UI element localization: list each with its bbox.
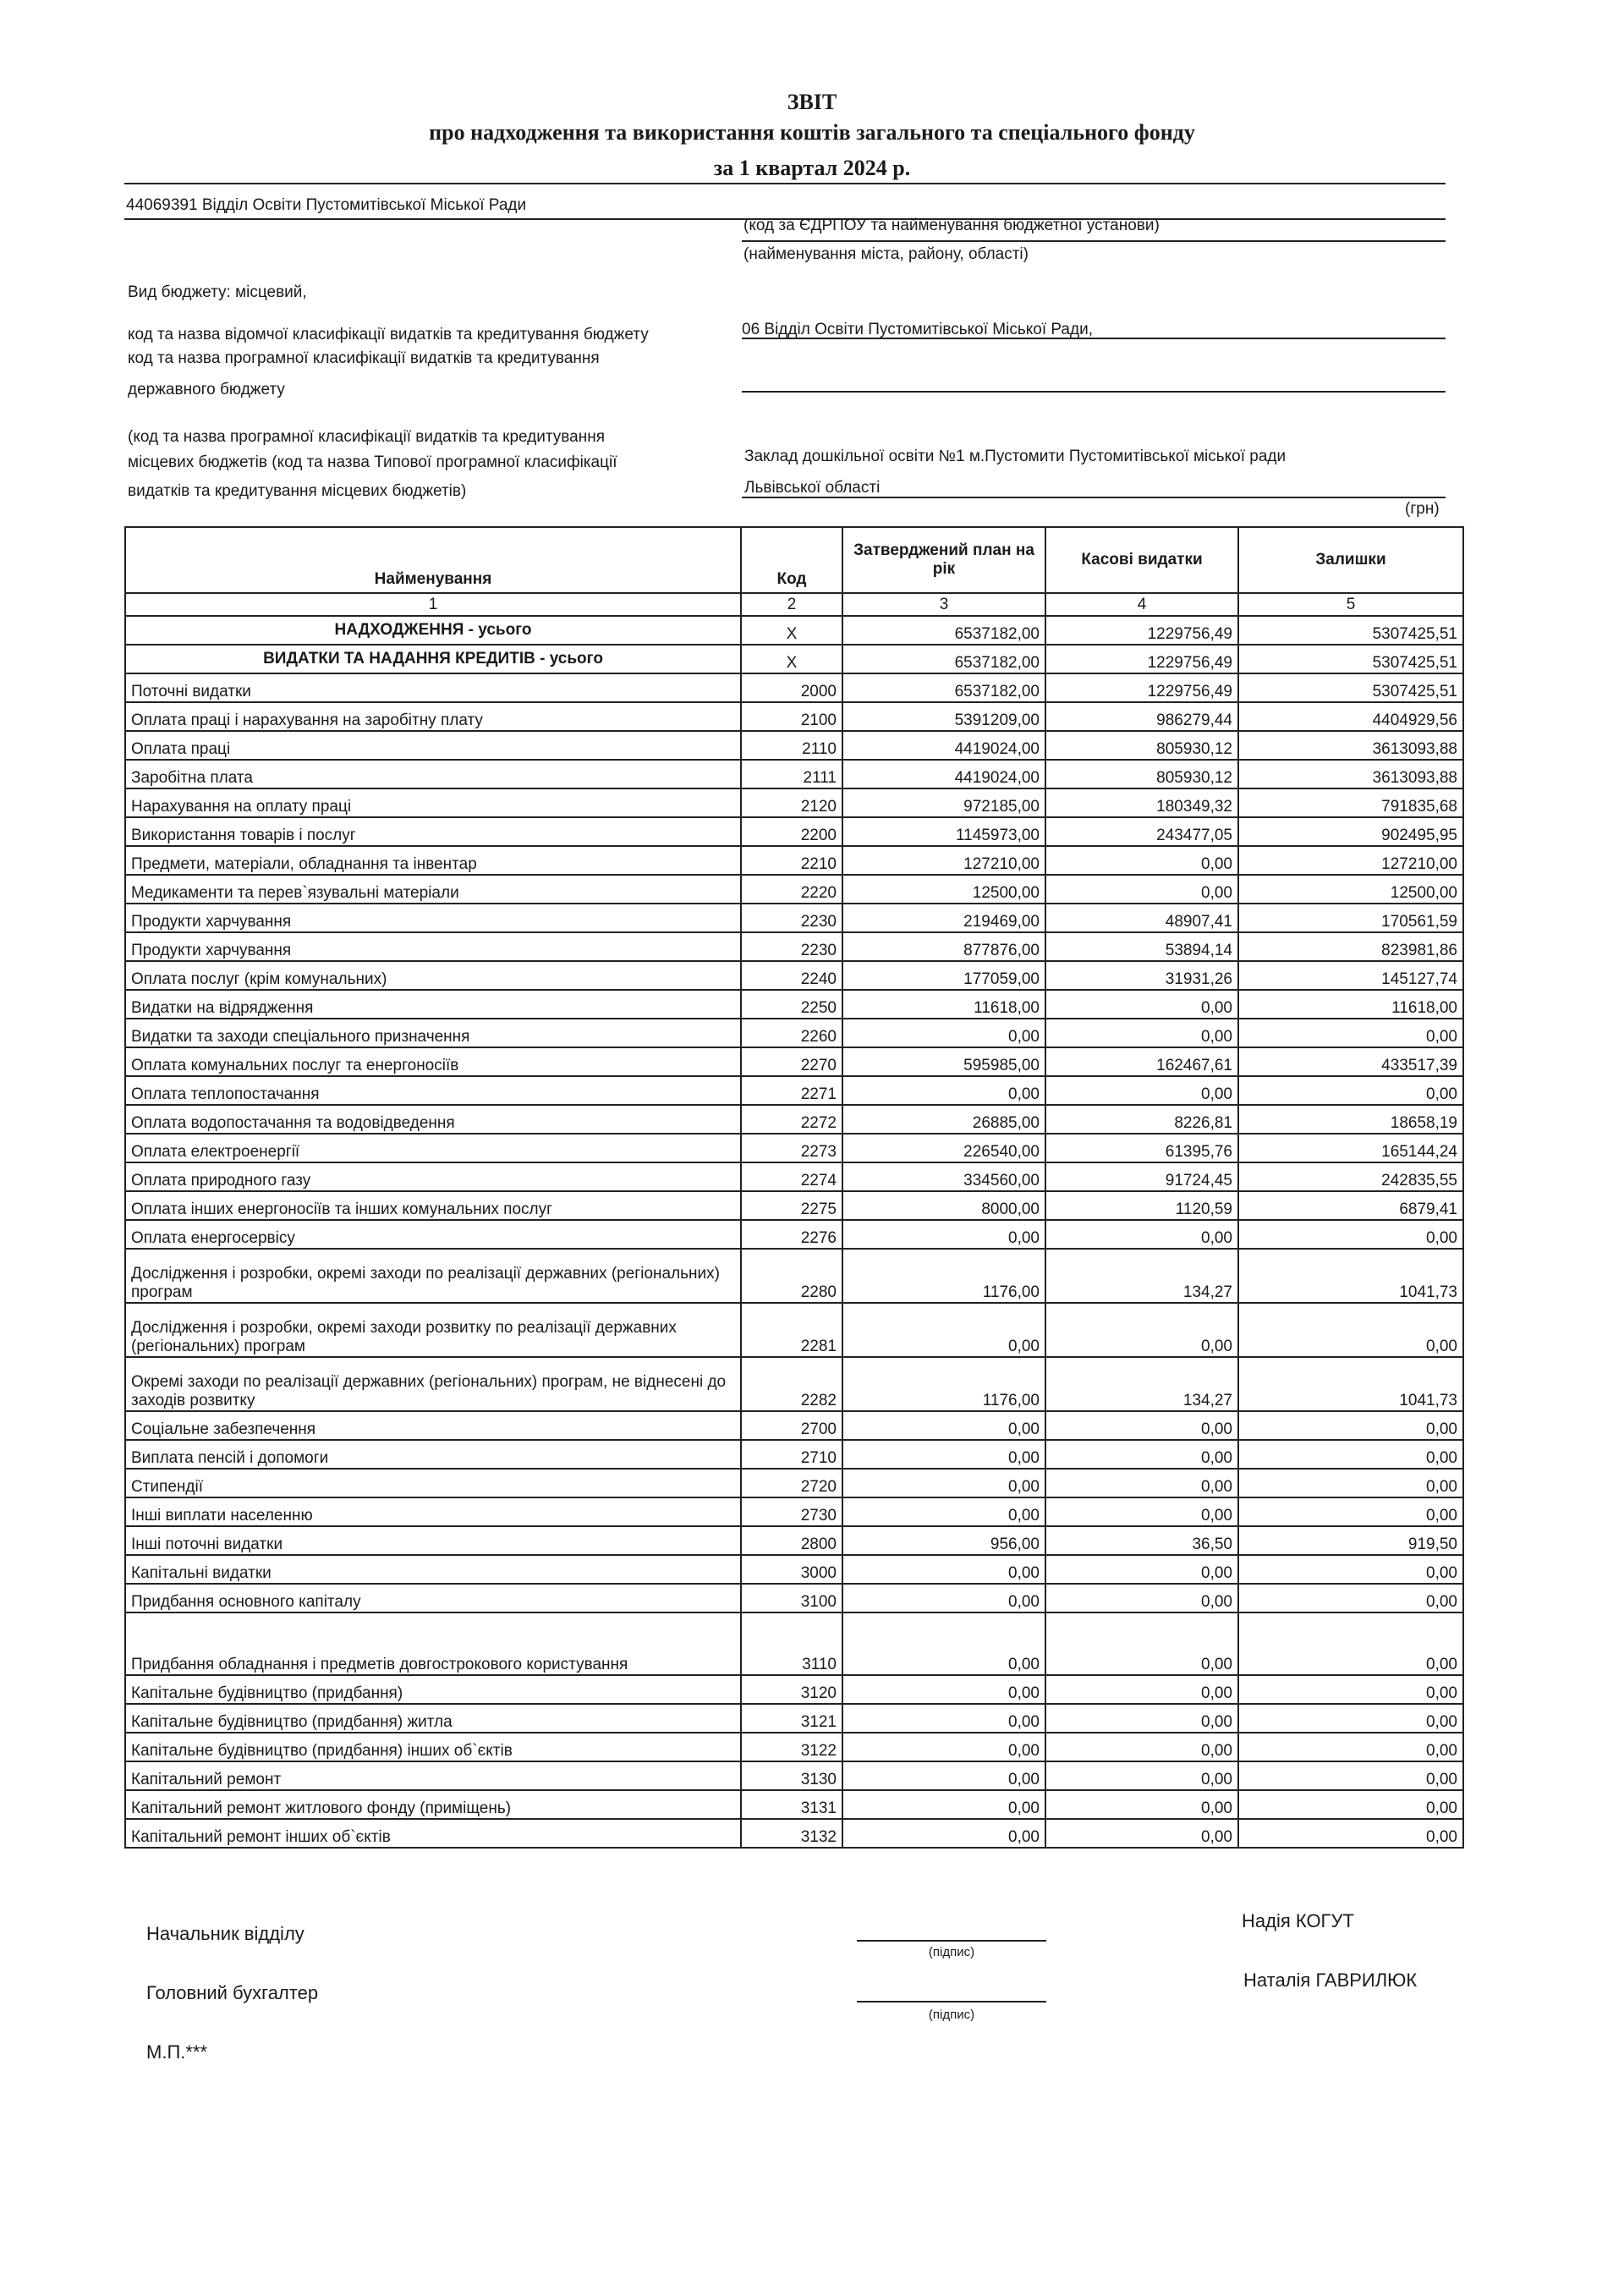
row-name: Оплата енергосервісу: [125, 1220, 741, 1249]
row-plan: 177059,00: [842, 961, 1045, 990]
table-row: [125, 1303, 1463, 1357]
row-name: Продукти харчування: [125, 904, 741, 932]
row-name: Соціальне забезпечення: [125, 1411, 741, 1440]
institution-name: 44069391 Відділ Освіти Пустомитівської Міської Ради: [126, 196, 527, 214]
row-balance: 823981,86: [1238, 932, 1463, 961]
row-plan: 219469,00: [842, 904, 1045, 932]
row-code: 2274: [741, 1162, 842, 1191]
head-name: Надія КОГУТ: [1242, 1910, 1354, 1931]
table-row: [125, 645, 1463, 673]
row-code: 3110: [741, 1612, 842, 1675]
row-balance: 433517,39: [1238, 1047, 1463, 1076]
row-code: 2110: [741, 731, 842, 760]
table-row: [125, 1076, 1463, 1105]
row-code: 2271: [741, 1076, 842, 1105]
local-classification-label-1: (код та назва програмної класифікації видатків та кредитування: [128, 428, 606, 446]
row-balance: 0,00: [1238, 1303, 1463, 1357]
table-row: [125, 1733, 1463, 1761]
row-plan: 0,00: [842, 1584, 1045, 1612]
row-plan: 1176,00: [842, 1357, 1045, 1411]
table-row: [125, 731, 1463, 760]
row-cash: 1229756,49: [1045, 645, 1238, 673]
prog-rule: [742, 391, 1446, 393]
row-balance: 0,00: [1238, 1440, 1463, 1469]
local-classification-label-3: видатків та кредитування місцевих бюджетів): [128, 482, 467, 500]
row-code: 3120: [741, 1675, 842, 1704]
prog-classification-label-2: державного бюджету: [128, 381, 285, 398]
row-cash: 0,00: [1045, 1440, 1238, 1469]
row-name: Продукти харчування: [125, 932, 741, 961]
row-plan: 0,00: [842, 1761, 1045, 1790]
row-plan: 1145973,00: [842, 817, 1045, 846]
row-code: 2100: [741, 702, 842, 731]
prog-classification-label-1: код та назва програмної класифікації видатків та кредитування: [128, 349, 600, 367]
table-row: [125, 1584, 1463, 1612]
table-row: [125, 932, 1463, 961]
row-cash: 0,00: [1045, 1076, 1238, 1105]
row-cash: 0,00: [1045, 1612, 1238, 1675]
row-code: 2210: [741, 846, 842, 875]
row-code: 2710: [741, 1440, 842, 1469]
row-balance: 0,00: [1238, 1019, 1463, 1047]
edrpou-caption: (код за ЄДРПОУ та найменування бюджетної установи): [743, 217, 1160, 234]
row-plan: 5391209,00: [842, 702, 1045, 731]
row-code: 2730: [741, 1497, 842, 1526]
table-body: [125, 616, 1463, 1848]
row-cash: 0,00: [1045, 1790, 1238, 1819]
row-balance: 5307425,51: [1238, 616, 1463, 645]
row-balance: 11618,00: [1238, 990, 1463, 1019]
row-plan: 0,00: [842, 1675, 1045, 1704]
row-name: Капітальні видатки: [125, 1555, 741, 1584]
head-signature-line: [857, 1940, 1046, 1942]
row-cash: 1229756,49: [1045, 673, 1238, 702]
row-balance: 170561,59: [1238, 904, 1463, 932]
row-cash: 243477,05: [1045, 817, 1238, 846]
table-row: [125, 1761, 1463, 1790]
column-index-row: [125, 593, 1463, 616]
table-row: [125, 990, 1463, 1019]
row-name: Оплата комунальних послуг та енергоносіїв: [125, 1047, 741, 1076]
row-name: Нарахування на оплату праці: [125, 788, 741, 817]
local-classification-value-1: Заклад дошкільної освіти №1 м.Пустомити Пустомитівської міської ради: [744, 448, 1287, 465]
row-cash: 36,50: [1045, 1526, 1238, 1555]
row-cash: 0,00: [1045, 1220, 1238, 1249]
table-row: [125, 616, 1463, 645]
row-cash: 0,00: [1045, 1497, 1238, 1526]
table-row: [125, 1469, 1463, 1497]
row-balance: 12500,00: [1238, 875, 1463, 904]
report-period: за 1 квартал 2024 р.: [713, 156, 911, 180]
row-cash: 805930,12: [1045, 731, 1238, 760]
row-code: 2260: [741, 1019, 842, 1047]
row-balance: 6879,41: [1238, 1191, 1463, 1220]
row-plan: 0,00: [842, 1555, 1045, 1584]
row-cash: 0,00: [1045, 1411, 1238, 1440]
row-code: 2800: [741, 1526, 842, 1555]
row-cash: 0,00: [1045, 875, 1238, 904]
row-plan: 877876,00: [842, 932, 1045, 961]
row-code: 2282: [741, 1357, 842, 1411]
row-balance: 18658,19: [1238, 1105, 1463, 1134]
row-code: 2273: [741, 1134, 842, 1162]
row-name: Інші виплати населенню: [125, 1497, 741, 1526]
row-balance: 242835,55: [1238, 1162, 1463, 1191]
row-name: Оплата праці і нарахування на заробітну плату: [125, 702, 741, 731]
local-classification-value-2: Львівської області: [744, 479, 881, 497]
head-signature-caption: (підпис): [928, 1945, 975, 1959]
row-cash: 61395,76: [1045, 1134, 1238, 1162]
row-name: Виплата пенсій і допомоги: [125, 1440, 741, 1469]
row-cash: 805930,12: [1045, 760, 1238, 788]
row-cash: 8226,81: [1045, 1105, 1238, 1134]
row-balance: 5307425,51: [1238, 645, 1463, 673]
row-cash: 53894,14: [1045, 932, 1238, 961]
row-plan: 6537182,00: [842, 673, 1045, 702]
row-name: Видатки та заходи спеціального призначення: [125, 1019, 741, 1047]
table-row: [125, 1162, 1463, 1191]
row-balance: 0,00: [1238, 1612, 1463, 1675]
dept-classification-value: 06 Відділ Освіти Пустомитівської Міської Ради,: [742, 321, 1093, 338]
table-row: [125, 1019, 1463, 1047]
row-name: Оплата послуг (крім комунальних): [125, 961, 741, 990]
row-cash: 91724,45: [1045, 1162, 1238, 1191]
table-row: [125, 760, 1463, 788]
row-code: 2250: [741, 990, 842, 1019]
row-code: 3132: [741, 1819, 842, 1848]
row-plan: 0,00: [842, 1303, 1045, 1357]
row-code: Х: [741, 616, 842, 645]
row-code: 2220: [741, 875, 842, 904]
row-cash: 134,27: [1045, 1249, 1238, 1303]
column-index: 5: [1238, 593, 1463, 616]
row-balance: 3613093,88: [1238, 760, 1463, 788]
row-balance: 127210,00: [1238, 846, 1463, 875]
row-name: Оплата теплопостачання: [125, 1076, 741, 1105]
row-plan: 0,00: [842, 1790, 1045, 1819]
row-code: 3122: [741, 1733, 842, 1761]
row-name: Оплата інших енергоносіїв та інших комунальних послуг: [125, 1191, 741, 1220]
row-balance: 0,00: [1238, 1469, 1463, 1497]
row-cash: 180349,32: [1045, 788, 1238, 817]
row-plan: 0,00: [842, 1019, 1045, 1047]
budget-type: Вид бюджету: місцевий,: [128, 283, 307, 301]
row-plan: 334560,00: [842, 1162, 1045, 1191]
table-row: [125, 846, 1463, 875]
row-name: Придбання обладнання і предметів довгострокового користування: [125, 1612, 741, 1675]
row-plan: 1176,00: [842, 1249, 1045, 1303]
row-code: 2700: [741, 1411, 842, 1440]
header-name: Найменування: [125, 527, 741, 593]
row-code: 3100: [741, 1584, 842, 1612]
row-name: Стипендії: [125, 1469, 741, 1497]
table-row: [125, 1555, 1463, 1584]
table-row: [125, 875, 1463, 904]
row-balance: 3613093,88: [1238, 731, 1463, 760]
row-cash: 0,00: [1045, 1555, 1238, 1584]
row-plan: 11618,00: [842, 990, 1045, 1019]
row-balance: 1041,73: [1238, 1249, 1463, 1303]
table-row: [125, 1191, 1463, 1220]
row-cash: 0,00: [1045, 1819, 1238, 1848]
row-cash: 0,00: [1045, 1584, 1238, 1612]
row-balance: 5307425,51: [1238, 673, 1463, 702]
table-row: [125, 1440, 1463, 1469]
table-row: [125, 1819, 1463, 1848]
table-row: [125, 1134, 1463, 1162]
row-plan: 0,00: [842, 1469, 1045, 1497]
row-code: 2272: [741, 1105, 842, 1134]
row-plan: 26885,00: [842, 1105, 1045, 1134]
row-name: Капітальне будівництво (придбання) житла: [125, 1704, 741, 1733]
row-plan: 972185,00: [842, 788, 1045, 817]
row-plan: 0,00: [842, 1440, 1045, 1469]
row-name: ВИДАТКИ ТА НАДАННЯ КРЕДИТІВ - усього: [125, 645, 741, 673]
column-index: 4: [1045, 593, 1238, 616]
row-name: Оплата водопостачання та водовідведення: [125, 1105, 741, 1134]
accountant-signature-caption: (підпис): [928, 2008, 975, 2022]
row-cash: 0,00: [1045, 1675, 1238, 1704]
row-plan: 0,00: [842, 1819, 1045, 1848]
report-subtitle: про надходження та використання коштів загального та спеціального фонду: [429, 120, 1195, 145]
row-balance: 0,00: [1238, 1411, 1463, 1440]
row-balance: 0,00: [1238, 1584, 1463, 1612]
row-balance: 1041,73: [1238, 1357, 1463, 1411]
row-cash: 134,27: [1045, 1357, 1238, 1411]
header-balance: Залишки: [1238, 527, 1463, 593]
row-name: Окремі заходи по реалізації державних (регіональних) програм, не віднесені до заходів розвитку: [125, 1357, 741, 1411]
row-cash: 48907,41: [1045, 904, 1238, 932]
local-rule: [742, 497, 1446, 498]
row-name: Капітальний ремонт житлового фонду (приміщень): [125, 1790, 741, 1819]
title-rule: [124, 183, 1446, 184]
row-cash: 1229756,49: [1045, 616, 1238, 645]
row-balance: 902495,95: [1238, 817, 1463, 846]
row-code: 2230: [741, 904, 842, 932]
report-title: ЗВІТ: [787, 90, 837, 114]
table-row: [125, 1612, 1463, 1675]
row-code: 2276: [741, 1220, 842, 1249]
header-plan: Затверджений план на рік: [842, 527, 1045, 593]
row-code: 3131: [741, 1790, 842, 1819]
row-balance: 0,00: [1238, 1220, 1463, 1249]
row-code: 2280: [741, 1249, 842, 1303]
row-name: Дослідження і розробки, окремі заходи по реалізації державних (регіональних) програм: [125, 1249, 741, 1303]
table-row: [125, 1220, 1463, 1249]
row-code: 2275: [741, 1191, 842, 1220]
table-row: [125, 817, 1463, 846]
row-name: Предмети, матеріали, обладнання та інвентар: [125, 846, 741, 875]
row-balance: 919,50: [1238, 1526, 1463, 1555]
row-code: 3000: [741, 1555, 842, 1584]
row-cash: 0,00: [1045, 990, 1238, 1019]
row-cash: 0,00: [1045, 1469, 1238, 1497]
row-balance: 0,00: [1238, 1761, 1463, 1790]
row-name: Видатки на відрядження: [125, 990, 741, 1019]
row-balance: 165144,24: [1238, 1134, 1463, 1162]
table-row: [125, 1249, 1463, 1303]
row-balance: 0,00: [1238, 1555, 1463, 1584]
row-plan: 956,00: [842, 1526, 1045, 1555]
table-row: [125, 1105, 1463, 1134]
column-index: 1: [125, 593, 741, 616]
row-balance: 0,00: [1238, 1497, 1463, 1526]
column-index: 3: [842, 593, 1045, 616]
dept-classification-label: код та назва відомчої класифікації видатків та кредитування бюджету: [128, 326, 649, 343]
row-balance: 0,00: [1238, 1076, 1463, 1105]
row-plan: 595985,00: [842, 1047, 1045, 1076]
row-name: Капітальний ремонт інших об`єктів: [125, 1819, 741, 1848]
row-name: Капітальне будівництво (придбання): [125, 1675, 741, 1704]
row-plan: 0,00: [842, 1411, 1045, 1440]
row-cash: 0,00: [1045, 846, 1238, 875]
table-row: [125, 1357, 1463, 1411]
row-name: Медикаменти та перев`язувальні матеріали: [125, 875, 741, 904]
head-title: Начальник відділу: [146, 1923, 304, 1944]
row-plan: 6537182,00: [842, 616, 1045, 645]
header-code: Код: [741, 527, 842, 593]
row-plan: 226540,00: [842, 1134, 1045, 1162]
header-cash: Касові видатки: [1045, 527, 1238, 593]
table-row: [125, 702, 1463, 731]
row-code: 2281: [741, 1303, 842, 1357]
row-plan: 8000,00: [842, 1191, 1045, 1220]
city-caption: (найменування міста, району, області): [743, 245, 1029, 263]
row-balance: 0,00: [1238, 1733, 1463, 1761]
row-code: 2270: [741, 1047, 842, 1076]
row-balance: 0,00: [1238, 1675, 1463, 1704]
row-name: Придбання основного капіталу: [125, 1584, 741, 1612]
row-code: 2720: [741, 1469, 842, 1497]
row-balance: 0,00: [1238, 1790, 1463, 1819]
accountant-title: Головний бухгалтер: [146, 1982, 319, 2003]
table-row: [125, 961, 1463, 990]
table-row: [125, 1704, 1463, 1733]
row-plan: 0,00: [842, 1076, 1045, 1105]
row-balance: 4404929,56: [1238, 702, 1463, 731]
row-code: 3121: [741, 1704, 842, 1733]
local-classification-label-2: місцевих бюджетів (код та назва Типової програмної класифікації: [128, 453, 617, 471]
table-row: [125, 904, 1463, 932]
table-row: [125, 673, 1463, 702]
row-name: Оплата електроенергії: [125, 1134, 741, 1162]
row-balance: 145127,74: [1238, 961, 1463, 990]
row-cash: 1120,59: [1045, 1191, 1238, 1220]
row-code: Х: [741, 645, 842, 673]
row-code: 2230: [741, 932, 842, 961]
row-balance: 0,00: [1238, 1704, 1463, 1733]
table-row: [125, 1526, 1463, 1555]
table-row: [125, 1047, 1463, 1076]
report-table: [124, 526, 1464, 1849]
column-index: 2: [741, 593, 842, 616]
row-name: НАДХОДЖЕННЯ - усього: [125, 616, 741, 645]
dept-rule: [742, 338, 1446, 339]
row-plan: 6537182,00: [842, 645, 1045, 673]
row-plan: 0,00: [842, 1612, 1045, 1675]
row-cash: 986279,44: [1045, 702, 1238, 731]
row-name: Інші поточні видатки: [125, 1526, 741, 1555]
row-name: Оплата праці: [125, 731, 741, 760]
row-plan: 12500,00: [842, 875, 1045, 904]
row-name: Використання товарів і послуг: [125, 817, 741, 846]
unit-label: (грн): [1405, 500, 1440, 518]
stamp-mark: М.П.***: [146, 2041, 208, 2063]
row-name: Заробітна плата: [125, 760, 741, 788]
row-name: Дослідження і розробки, окремі заходи розвитку по реалізації державних (регіональних) програм: [125, 1303, 741, 1357]
row-code: 2200: [741, 817, 842, 846]
row-code: 3130: [741, 1761, 842, 1790]
table-row: [125, 1411, 1463, 1440]
row-code: 2120: [741, 788, 842, 817]
row-name: Капітальне будівництво (придбання) інших об`єктів: [125, 1733, 741, 1761]
row-code: 2240: [741, 961, 842, 990]
accountant-signature-line: [857, 2001, 1046, 2003]
row-plan: 0,00: [842, 1497, 1045, 1526]
row-cash: 0,00: [1045, 1019, 1238, 1047]
row-name: Поточні видатки: [125, 673, 741, 702]
row-plan: 0,00: [842, 1733, 1045, 1761]
row-code: 2111: [741, 760, 842, 788]
row-cash: 31931,26: [1045, 961, 1238, 990]
row-name: Оплата природного газу: [125, 1162, 741, 1191]
edrpou-rule: [742, 240, 1446, 242]
row-plan: 0,00: [842, 1220, 1045, 1249]
row-cash: 0,00: [1045, 1733, 1238, 1761]
table-header-row: [125, 527, 1463, 593]
row-plan: 4419024,00: [842, 760, 1045, 788]
row-balance: 791835,68: [1238, 788, 1463, 817]
row-cash: 162467,61: [1045, 1047, 1238, 1076]
row-name: Капітальний ремонт: [125, 1761, 741, 1790]
table-row: [125, 1497, 1463, 1526]
table-row: [125, 1790, 1463, 1819]
row-plan: 0,00: [842, 1704, 1045, 1733]
row-code: 2000: [741, 673, 842, 702]
table-row: [125, 788, 1463, 817]
row-plan: 127210,00: [842, 846, 1045, 875]
row-balance: 0,00: [1238, 1819, 1463, 1848]
row-cash: 0,00: [1045, 1704, 1238, 1733]
table-row: [125, 1675, 1463, 1704]
accountant-name: Наталія ГАВРИЛЮК: [1243, 1970, 1418, 1991]
row-cash: 0,00: [1045, 1303, 1238, 1357]
row-plan: 4419024,00: [842, 731, 1045, 760]
row-cash: 0,00: [1045, 1761, 1238, 1790]
